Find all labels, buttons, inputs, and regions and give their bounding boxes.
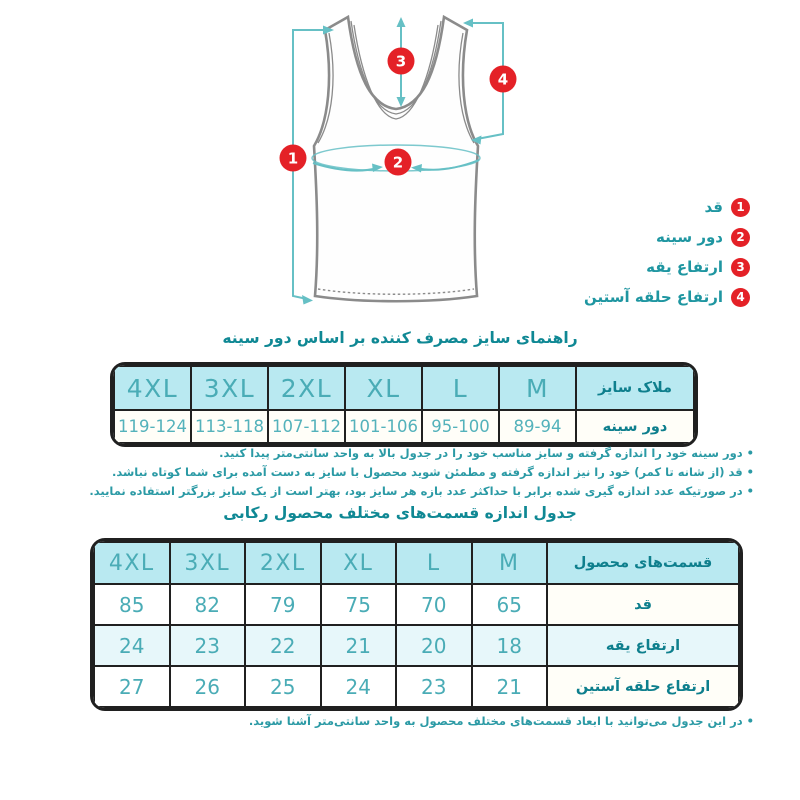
armhole-l: 23 xyxy=(396,666,472,707)
armhole-3xl: 26 xyxy=(170,666,246,707)
parts-table xyxy=(90,538,743,711)
svg-text:1: 1 xyxy=(287,149,299,168)
legend-item-chest xyxy=(584,222,750,252)
height-m: 65 xyxy=(472,584,548,625)
bullet-icon: • xyxy=(746,446,754,460)
chest-range-m: 89-94 xyxy=(499,410,576,443)
size-col-m: M xyxy=(472,542,548,584)
height-3xl: 82 xyxy=(170,584,246,625)
collar-row-label: ارتفاع یقه xyxy=(547,625,739,666)
size-table-title: راهنمای سایز مصرف کننده بر اساس دور سینه xyxy=(222,329,578,347)
parts-header-row xyxy=(94,542,739,584)
instruction-notes xyxy=(89,444,754,501)
chest-range-3xl: 113-118 xyxy=(191,410,268,443)
legend-marker-1: 1 xyxy=(731,198,750,217)
legend-label: قد xyxy=(704,198,723,216)
criterion-header-cell: ملاک سایز xyxy=(576,366,694,410)
height-row-label: قد xyxy=(547,584,739,625)
size-col-4xl: 4XL xyxy=(94,542,170,584)
note-line xyxy=(89,482,754,501)
size-col-4xl: 4XL xyxy=(114,366,191,410)
size-col-xl: XL xyxy=(345,366,422,410)
legend-label: دور سینه xyxy=(656,228,723,246)
height-xl: 75 xyxy=(321,584,397,625)
size-col-l: L xyxy=(396,542,472,584)
collar-row xyxy=(94,625,739,666)
legend-marker-4: 4 xyxy=(731,288,750,307)
chest-range-2xl: 107-112 xyxy=(268,410,345,443)
chest-range-l: 95-100 xyxy=(422,410,499,443)
collar-m: 18 xyxy=(472,625,548,666)
size-col-l: L xyxy=(422,366,499,410)
legend-marker-2: 2 xyxy=(731,228,750,247)
note-text: دور سینه خود را اندازه گرفته و سایز مناسب خود را در جدول بالا به واحد سانتی‌متر پیدا کنید. xyxy=(219,446,743,460)
svg-text:3: 3 xyxy=(395,52,407,71)
size-col-xl: XL xyxy=(321,542,397,584)
height-2xl: 79 xyxy=(245,584,321,625)
height-4xl: 85 xyxy=(94,584,170,625)
size-col-2xl: 2XL xyxy=(268,366,345,410)
marker-3 xyxy=(388,48,415,75)
svg-text:2: 2 xyxy=(392,153,404,172)
tank-top-diagram xyxy=(251,6,555,322)
bullet-icon: • xyxy=(746,465,754,479)
note-line xyxy=(89,463,754,482)
marker-4 xyxy=(490,66,517,93)
legend-marker-3: 3 xyxy=(731,258,750,277)
parts-table-title: جدول اندازه قسمت‌های مختلف محصول رکابی xyxy=(223,504,577,522)
collar-xl: 21 xyxy=(321,625,397,666)
collar-2xl: 22 xyxy=(245,625,321,666)
collar-4xl: 24 xyxy=(94,625,170,666)
chest-range-4xl: 119-124 xyxy=(114,410,191,443)
size-col-3xl: 3XL xyxy=(170,542,246,584)
note-line xyxy=(89,444,754,463)
size-header-row xyxy=(114,366,694,410)
armhole-m: 21 xyxy=(472,666,548,707)
armhole-4xl: 27 xyxy=(94,666,170,707)
legend-label: ارتفاع حلقه آستین xyxy=(584,288,723,306)
parts-header-cell: قسمت‌های محصول xyxy=(547,542,739,584)
size-col-2xl: 2XL xyxy=(245,542,321,584)
svg-text:4: 4 xyxy=(497,70,509,89)
marker-1 xyxy=(280,145,307,172)
collar-l: 20 xyxy=(396,625,472,666)
note-text: در صورتیکه عدد اندازه گیری شده برابر با حداکثر عدد بازه هر سایز بود، بهتر است از یک سایز بزرگتر استفاده نمایید. xyxy=(89,484,743,498)
bottom-note-text: در این جدول می‌توانید با ابعاد قسمت‌های مختلف محصول به واحد سانتی‌متر آشنا شوید. xyxy=(248,714,743,728)
chest-range-xl: 101-106 xyxy=(345,410,422,443)
legend-item-collar xyxy=(584,252,750,282)
legend-label: ارتفاع یقه xyxy=(646,258,723,276)
legend-item-height xyxy=(584,192,750,222)
armhole-2xl: 25 xyxy=(245,666,321,707)
size-col-m: M xyxy=(499,366,576,410)
chest-range-row xyxy=(114,410,694,443)
bullet-icon: • xyxy=(746,484,754,498)
bottom-note xyxy=(249,712,754,731)
marker-2 xyxy=(385,149,412,176)
bullet-icon: • xyxy=(746,714,754,728)
size-col-3xl: 3XL xyxy=(191,366,268,410)
height-row xyxy=(94,584,739,625)
legend-item-armhole xyxy=(584,282,750,312)
measurement-legend xyxy=(584,192,750,312)
armhole-xl: 24 xyxy=(321,666,397,707)
collar-3xl: 23 xyxy=(170,625,246,666)
height-l: 70 xyxy=(396,584,472,625)
size-guide-table xyxy=(110,362,698,447)
armhole-row xyxy=(94,666,739,707)
chest-row-label: دور سینه xyxy=(576,410,694,443)
armhole-row-label: ارتفاع حلقه آستین xyxy=(547,666,739,707)
note-text: قد (از شانه تا کمر) خود را نیز اندازه گرفته و مطمئن شوید محصول با سایز به دست آمده برای شما کوتاه نباشد. xyxy=(111,465,743,479)
